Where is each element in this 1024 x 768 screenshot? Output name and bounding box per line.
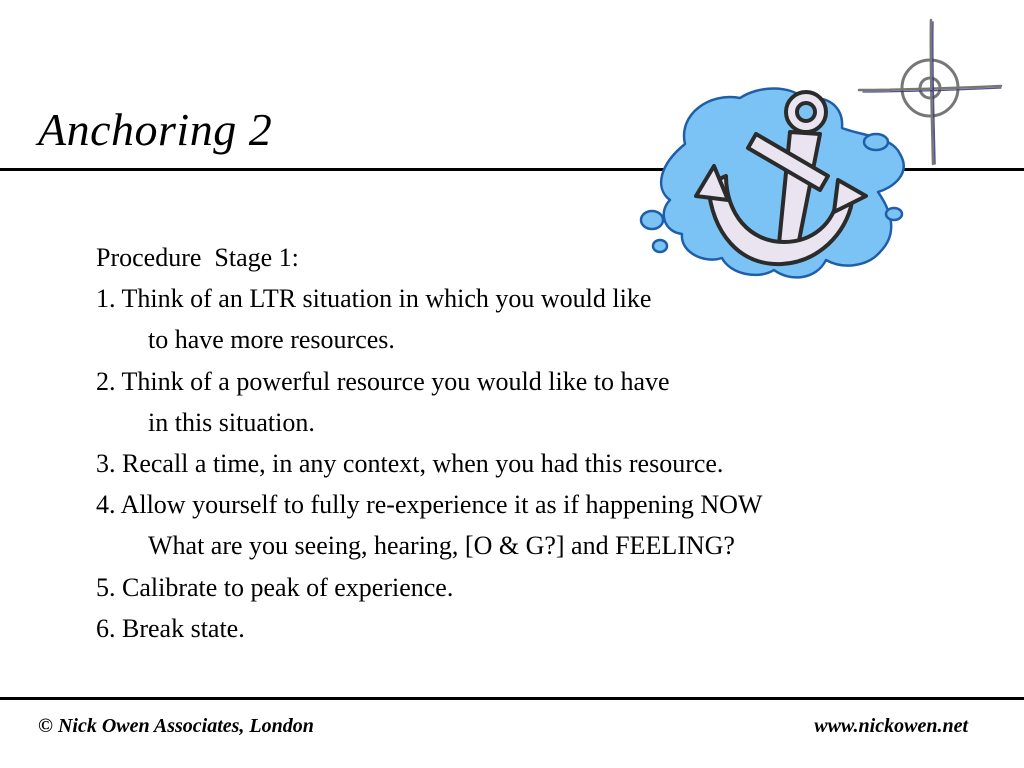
footer-copyright: © Nick Owen Associates, London: [38, 715, 314, 737]
step-5-line: 5. Calibrate to peak of experience.: [96, 572, 454, 602]
step-2-line: 2. Think of a powerful resource you would like to have: [96, 366, 670, 396]
footer-divider: [0, 697, 1024, 700]
step-4-line: 4. Allow yourself to fully re-experience it as if happening NOW: [96, 490, 763, 520]
procedure-body: [96, 237, 986, 649]
step-2-continuation: in this situation.: [148, 407, 315, 437]
procedure-heading: Procedure Stage 1:: [96, 243, 299, 272]
step-4-continuation: What are you seeing, hearing, [O & G?] and FEELING?: [148, 531, 735, 561]
step-1-line: 1. Think of an LTR situation in which you would like: [96, 284, 652, 314]
step-1-continuation: to have more resources.: [148, 325, 395, 355]
slide-title: Anchoring 2: [38, 104, 273, 155]
step-3-line: 3. Recall a time, in any context, when you had this resource.: [96, 448, 724, 478]
footer-website-link[interactable]: www.nickowen.net: [814, 715, 968, 737]
step-6-line: 6. Break state.: [96, 613, 245, 643]
